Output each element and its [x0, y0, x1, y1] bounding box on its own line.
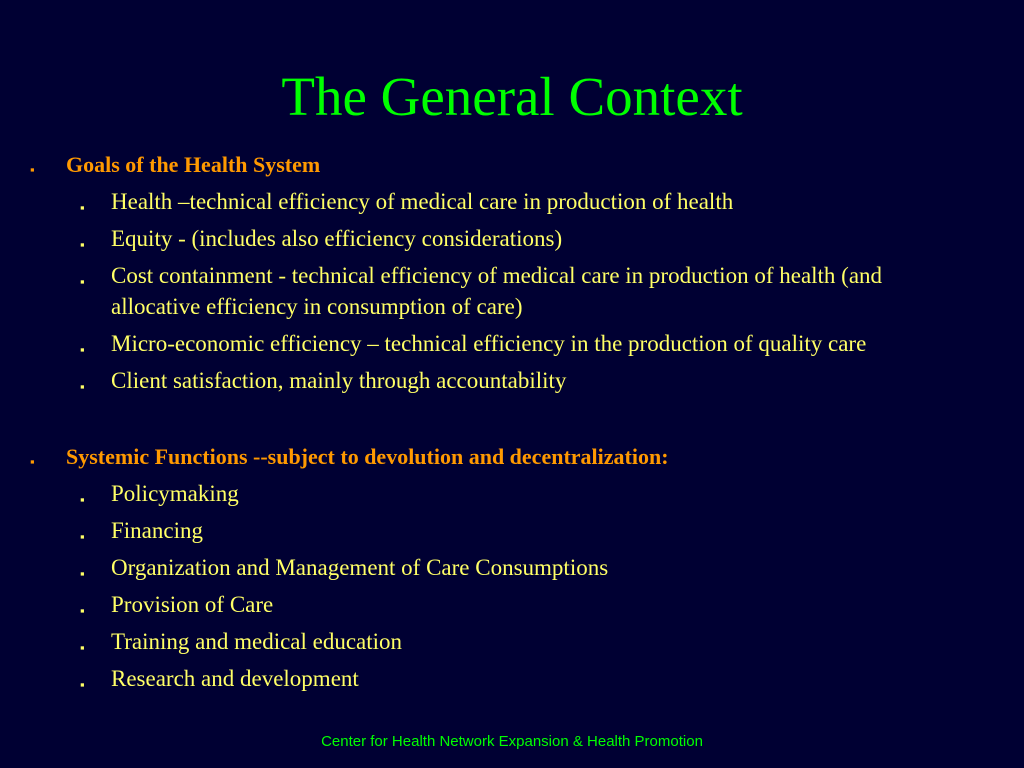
list-item-text: Client satisfaction, mainly through accountability: [111, 368, 567, 393]
square-bullet-icon: ▪: [80, 379, 85, 394]
square-bullet-icon: ▪: [80, 237, 85, 252]
section-heading-goals: [0, 150, 1024, 180]
list-item: [0, 365, 1024, 396]
square-bullet-icon: ▪: [80, 274, 85, 289]
square-bullet-icon: ▪: [80, 492, 85, 507]
section-heading-text: Goals of the Health System: [66, 152, 321, 177]
list-item-text: Equity - (includes also efficiency considerations): [111, 226, 563, 251]
list-item-text: Research and development: [111, 666, 359, 691]
list-item-text: Training and medical education: [111, 629, 403, 654]
list-item: [0, 260, 1024, 322]
list-item-text: Micro-economic efficiency – technical efficiency in the production of quality care: [111, 331, 867, 356]
square-bullet-icon: ▪: [30, 162, 35, 177]
list-item: [0, 663, 1024, 694]
square-bullet-icon: ▪: [80, 529, 85, 544]
square-bullet-icon: ▪: [80, 342, 85, 357]
square-bullet-icon: ▪: [80, 677, 85, 692]
list-item: [0, 589, 1024, 620]
list-item-text: Financing: [111, 518, 203, 543]
list-item: [0, 478, 1024, 509]
square-bullet-icon: ▪: [80, 200, 85, 215]
list-item: [0, 552, 1024, 583]
section-heading-text: Systemic Functions --subject to devolution and decentralization:: [66, 444, 669, 469]
slide-body: [0, 150, 1024, 700]
slide-footer: Center for Health Network Expansion & Health Promotion: [321, 733, 703, 750]
list-item: [0, 186, 1024, 217]
list-item: [0, 223, 1024, 254]
square-bullet-icon: ▪: [80, 640, 85, 655]
square-bullet-icon: ▪: [80, 603, 85, 618]
list-item-text: Policymaking: [111, 481, 239, 506]
list-item-text: Cost containment - technical efficiency of medical care in production of health (and allocative efficiency in consumption of care): [111, 263, 883, 319]
list-item: [0, 328, 1024, 359]
list-item: [0, 626, 1024, 657]
slide-title: The General Context: [281, 66, 743, 127]
list-item: [0, 515, 1024, 546]
list-item-text: Provision of Care: [111, 592, 274, 617]
square-bullet-icon: ▪: [30, 454, 35, 469]
section-heading-systemic-functions: [0, 442, 1024, 472]
list-item-text: Health –technical efficiency of medical care in production of health: [111, 189, 734, 214]
list-item-text: Organization and Management of Care Consumptions: [111, 555, 609, 580]
square-bullet-icon: ▪: [80, 566, 85, 581]
